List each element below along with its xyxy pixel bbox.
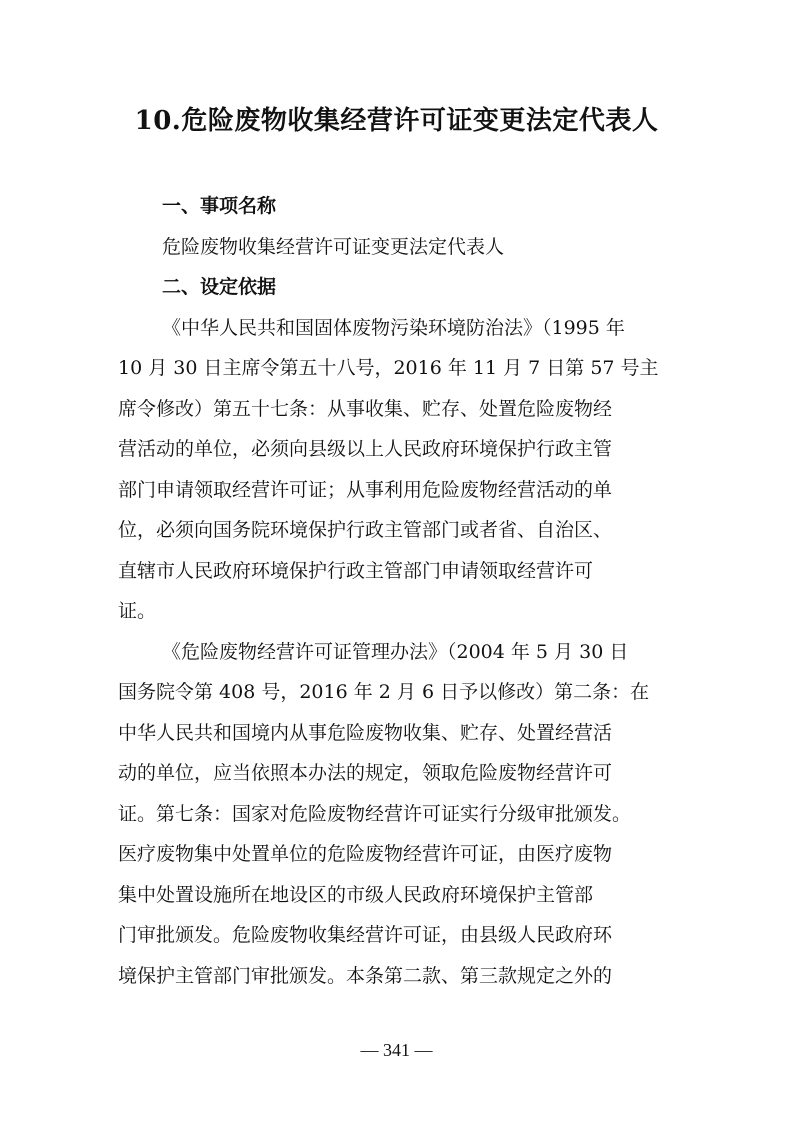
paragraph-1 xyxy=(118,308,678,632)
paragraph-line: 动的单位，应当依照本办法的规定，领取危险废物经营许可 xyxy=(118,762,613,784)
paragraph-line: 10 月 30 日主席令第五十八号，2016 年 11 月 7 日第 57 号主 xyxy=(118,357,659,379)
paragraph-line: 《危险废物经营许可证管理办法》（2004 年 5 月 30 日 xyxy=(162,640,629,663)
paragraph-2 xyxy=(118,632,678,997)
section-1-heading: 一、事项名称 xyxy=(162,195,277,217)
paragraph-line: 国务院令第 408 号，2016 年 2 月 6 日予以修改）第二条：在 xyxy=(118,681,650,703)
paragraph-line: 位，必须向国务院环境保护行政主管部门或者省、自治区、 xyxy=(118,519,613,541)
paragraph-line: 医疗废物集中处置单位的危险废物经营许可证，由医疗废物 xyxy=(118,843,613,865)
paragraph-line: 中华人民共和国境内从事危险废物收集、贮存、处置经营活 xyxy=(118,721,613,744)
page-number: — 341 — xyxy=(360,1040,433,1060)
paragraph-line: 门审批颁发。危险废物收集经营许可证，由县级人民政府环 xyxy=(118,924,613,946)
section-2-heading: 二、设定依据 xyxy=(162,276,277,298)
paragraph-line: 营活动的单位，必须向县级以上人民政府环境保护行政主管 xyxy=(118,438,613,460)
document-body xyxy=(118,186,678,996)
paragraph-line: 境保护主管部门审批颁发。本条第二款、第三款规定之外的 xyxy=(118,964,613,987)
paragraph-line: 《中华人民共和国固体废物污染环境防治法》（1995 年 xyxy=(162,316,625,339)
paragraph-line: 部门申请领取经营许可证；从事利用危险废物经营活动的单 xyxy=(118,478,613,501)
section-1-text: 危险废物收集经营许可证变更法定代表人 xyxy=(162,235,505,258)
paragraph-line: 证。 xyxy=(118,600,157,622)
paragraph-line: 集中处置设施所在地设区的市级人民政府环境保护主管部 xyxy=(118,883,594,906)
paragraph-line: 席令修改）第五十七条：从事收集、贮存、处置危险废物经 xyxy=(118,397,613,420)
page-title: 10.危险废物收集经营许可证变更法定代表人 xyxy=(134,106,659,136)
paragraph-line: 证。第七条：国家对危险废物经营许可证实行分级审批颁发。 xyxy=(118,802,632,825)
paragraph-line: 直辖市人民政府环境保护行政主管部门申请领取经营许可 xyxy=(118,559,594,582)
